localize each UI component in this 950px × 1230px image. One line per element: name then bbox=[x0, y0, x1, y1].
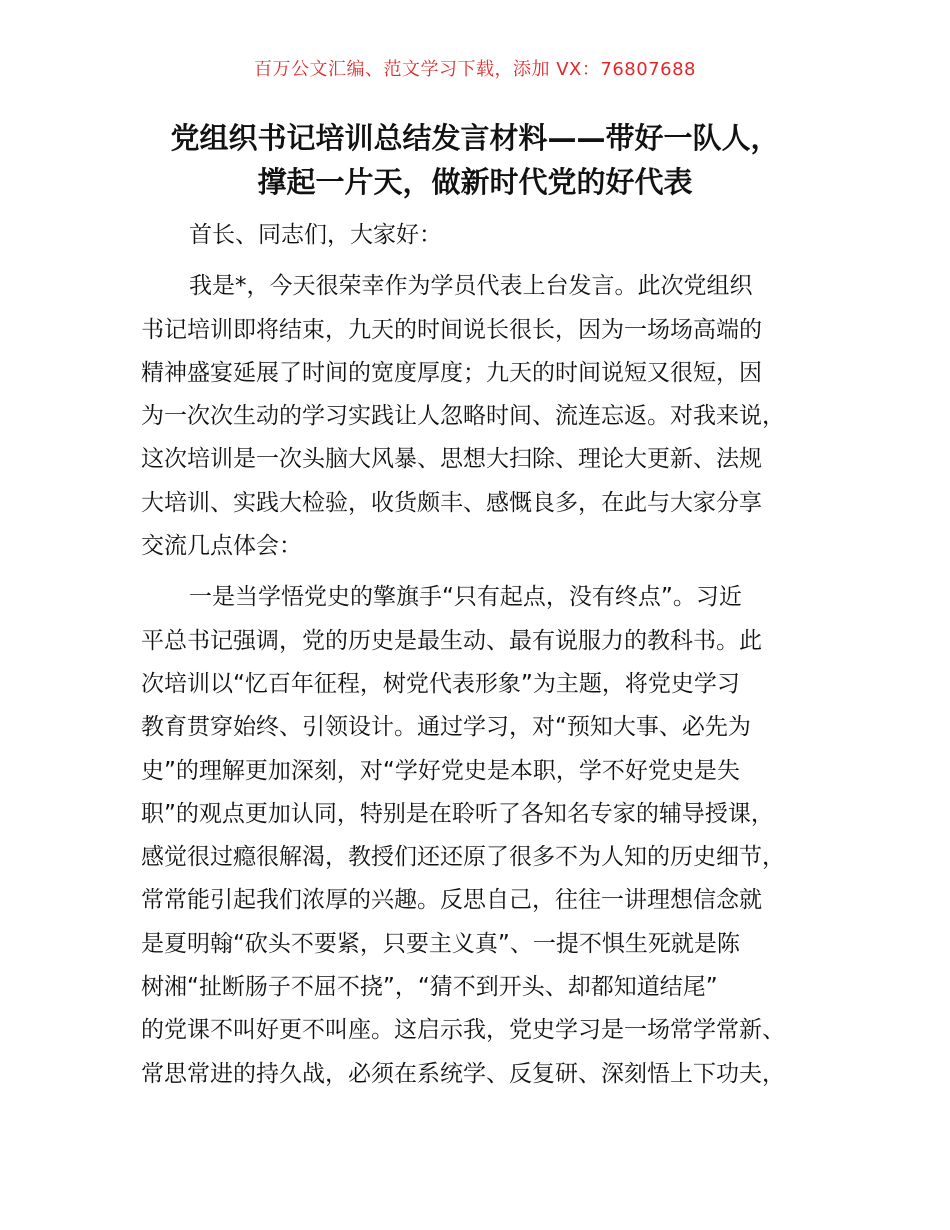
text-line: 常常能引起我们浓厚的兴趣。反思自己，往往一讲理想信念就 bbox=[141, 887, 762, 914]
text-line: 史”的理解更加深刻，对“学好党史是本职，学不好党史是失 bbox=[141, 757, 740, 784]
text-line: 教育贯穿始终、引领设计。通过学习，对“预知大事、必先为 bbox=[141, 714, 751, 741]
text-line: 交流几点体会： bbox=[141, 533, 302, 560]
document-title bbox=[120, 116, 830, 204]
text-line: 大培训、实践大检验，收货颇丰、感慨良多，在此与大家分享 bbox=[141, 489, 762, 516]
text-line: 的党课不叫好更不叫座。这启示我，党史学习是一场常学常新、 bbox=[141, 1017, 785, 1044]
text-line: 感觉很过瘾很解渴，教授们还还原了很多不为人知的历史细节， bbox=[141, 844, 785, 871]
paragraph-point-one bbox=[141, 576, 821, 1096]
text-line: 一是当学悟党史的擎旗手“只有起点，没有终点”。习近 bbox=[189, 584, 742, 611]
text-line: 精神盛宴延展了时间的宽度厚度；九天的时间说短又很短，因 bbox=[141, 359, 762, 386]
text-line: 职”的观点更加认同，特别是在聆听了各知名专家的辅导授课， bbox=[141, 800, 774, 827]
title-line: 撑起一片天，做新时代党的好代表 bbox=[257, 165, 693, 199]
text-line: 为一次次生动的学习实践让人忽略时间、流连忘返。对我来说， bbox=[141, 403, 785, 430]
text-line: 这次培训是一次头脑大风暴、思想大扫除、理论大更新、法规 bbox=[141, 446, 762, 473]
text-line: 常思常进的持久战，必须在系统学、反复研、深刻悟上下功夫， bbox=[141, 1060, 785, 1087]
text-line: 我是*，今天很荣幸作为学员代表上台发言。此次党组织 bbox=[189, 273, 753, 300]
text-line: 次培训以“忆百年征程，树党代表形象”为主题，将党史学习 bbox=[141, 670, 740, 697]
paragraph-greeting bbox=[141, 214, 821, 257]
text-line: 平总书记强调，党的历史是最生动、最有说服力的教科书。此 bbox=[141, 627, 762, 654]
title-line: 党组织书记培训总结发言材料——带好一队人， bbox=[170, 121, 780, 155]
text-line: 树湘“扯断肠子不屈不挠”，“猜不到开头、却都知道结尾” bbox=[141, 974, 718, 1001]
text-line: 书记培训即将结束，九天的时间说长很长，因为一场场高端的 bbox=[141, 316, 762, 343]
paragraph-intro bbox=[141, 265, 821, 568]
text-line: 首长、同志们，大家好： bbox=[189, 222, 442, 248]
text-line: 是夏明翰“砍头不要紧，只要主义真”、一提不惧生死就是陈 bbox=[141, 930, 740, 957]
document-body bbox=[141, 214, 821, 1104]
watermark-header: 百万公文汇编、范文学习下载，添加 VX：76807688 bbox=[254, 59, 696, 80]
